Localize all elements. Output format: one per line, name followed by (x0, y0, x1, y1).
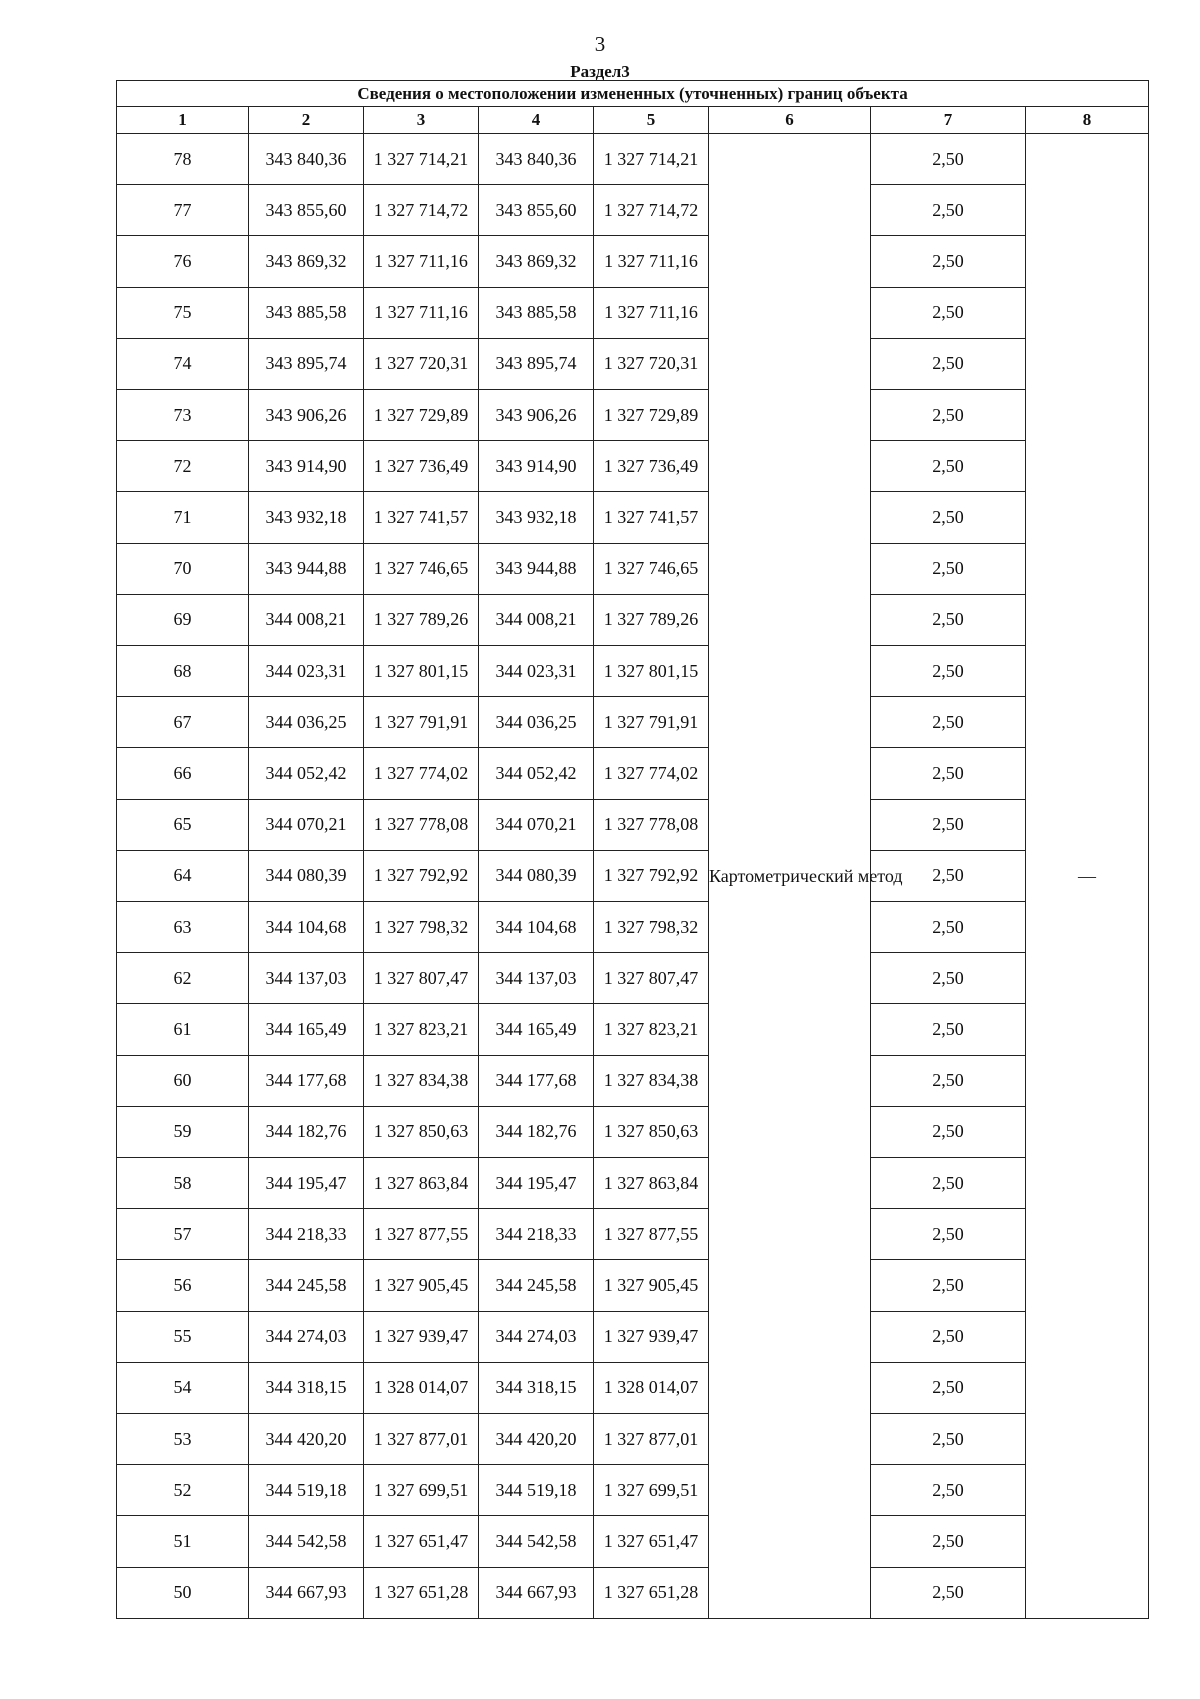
x-existing-cell: 344 036,25 (249, 697, 364, 748)
y-existing-cell: 1 327 791,91 (364, 697, 479, 748)
accuracy-cell: 2,50 (871, 799, 1026, 850)
y-existing-cell: 1 327 778,08 (364, 799, 479, 850)
y-refined-cell: 1 327 714,72 (594, 185, 709, 236)
point-number-cell: 71 (117, 492, 249, 543)
boundary-coordinates-table (116, 80, 1149, 1619)
x-refined-cell: 344 542,58 (479, 1516, 594, 1567)
y-refined-cell: 1 327 807,47 (594, 953, 709, 1004)
y-existing-cell: 1 327 798,32 (364, 902, 479, 953)
accuracy-cell: 2,50 (871, 1465, 1026, 1516)
table-caption: Сведения о местоположении измененных (уточненных) границ объекта (117, 81, 1149, 107)
x-refined-cell: 344 165,49 (479, 1004, 594, 1055)
table-row (117, 287, 1149, 338)
x-refined-cell: 344 137,03 (479, 953, 594, 1004)
point-number-cell: 73 (117, 390, 249, 441)
x-refined-cell: 344 177,68 (479, 1055, 594, 1106)
table-row (117, 1106, 1149, 1157)
x-refined-cell: 344 070,21 (479, 799, 594, 850)
table-row (117, 390, 1149, 441)
x-refined-cell: 344 274,03 (479, 1311, 594, 1362)
table-row (117, 1311, 1149, 1362)
table-row (117, 748, 1149, 799)
table-row (117, 697, 1149, 748)
column-number-row (117, 107, 1149, 134)
y-existing-cell: 1 327 720,31 (364, 338, 479, 389)
y-existing-cell: 1 327 729,89 (364, 390, 479, 441)
y-refined-cell: 1 327 736,49 (594, 441, 709, 492)
y-refined-cell: 1 327 746,65 (594, 543, 709, 594)
accuracy-cell: 2,50 (871, 1158, 1026, 1209)
y-existing-cell: 1 327 877,55 (364, 1209, 479, 1260)
y-refined-cell: 1 327 711,16 (594, 287, 709, 338)
y-refined-cell: 1 327 741,57 (594, 492, 709, 543)
x-refined-cell: 344 104,68 (479, 902, 594, 953)
accuracy-cell: 2,50 (871, 1516, 1026, 1567)
table-row (117, 902, 1149, 953)
method-cell: Картометрический метод (709, 134, 871, 1619)
accuracy-cell: 2,50 (871, 1567, 1026, 1618)
table-body (117, 134, 1149, 1619)
point-number-cell: 58 (117, 1158, 249, 1209)
x-existing-cell: 343 855,60 (249, 185, 364, 236)
section-title: Раздел3 (570, 62, 630, 81)
table-row (117, 1158, 1149, 1209)
x-existing-cell: 344 070,21 (249, 799, 364, 850)
y-existing-cell: 1 327 905,45 (364, 1260, 479, 1311)
y-refined-cell: 1 327 699,51 (594, 1465, 709, 1516)
y-refined-cell: 1 327 778,08 (594, 799, 709, 850)
table-row (117, 1567, 1149, 1618)
table-row (117, 543, 1149, 594)
table-row (117, 1004, 1149, 1055)
point-number-cell: 57 (117, 1209, 249, 1260)
point-number-cell: 74 (117, 338, 249, 389)
accuracy-cell: 2,50 (871, 492, 1026, 543)
table-row (117, 134, 1149, 185)
x-existing-cell: 343 932,18 (249, 492, 364, 543)
point-number-cell: 54 (117, 1362, 249, 1413)
accuracy-cell: 2,50 (871, 287, 1026, 338)
x-refined-cell: 344 245,58 (479, 1260, 594, 1311)
column-number: 4 (479, 107, 594, 134)
column-number: 7 (871, 107, 1026, 134)
x-refined-cell: 343 869,32 (479, 236, 594, 287)
x-existing-cell: 344 245,58 (249, 1260, 364, 1311)
y-refined-cell: 1 327 791,91 (594, 697, 709, 748)
point-number-cell: 53 (117, 1414, 249, 1465)
y-refined-cell: 1 327 792,92 (594, 850, 709, 901)
table-row (117, 338, 1149, 389)
x-existing-cell: 343 944,88 (249, 543, 364, 594)
y-existing-cell: 1 327 823,21 (364, 1004, 479, 1055)
x-refined-cell: 344 052,42 (479, 748, 594, 799)
y-refined-cell: 1 327 905,45 (594, 1260, 709, 1311)
x-existing-cell: 343 885,58 (249, 287, 364, 338)
x-existing-cell: 344 104,68 (249, 902, 364, 953)
y-refined-cell: 1 327 789,26 (594, 594, 709, 645)
y-existing-cell: 1 327 877,01 (364, 1414, 479, 1465)
point-number-cell: 78 (117, 134, 249, 185)
accuracy-cell: 2,50 (871, 185, 1026, 236)
accuracy-cell: 2,50 (871, 390, 1026, 441)
x-existing-cell: 344 165,49 (249, 1004, 364, 1055)
table-row (117, 1209, 1149, 1260)
accuracy-cell: 2,50 (871, 1414, 1026, 1465)
y-refined-cell: 1 327 720,31 (594, 338, 709, 389)
point-number-cell: 66 (117, 748, 249, 799)
accuracy-cell: 2,50 (871, 441, 1026, 492)
y-refined-cell: 1 327 939,47 (594, 1311, 709, 1362)
x-existing-cell: 344 318,15 (249, 1362, 364, 1413)
point-number-cell: 72 (117, 441, 249, 492)
y-refined-cell: 1 327 834,38 (594, 1055, 709, 1106)
y-refined-cell: 1 327 714,21 (594, 134, 709, 185)
x-refined-cell: 343 840,36 (479, 134, 594, 185)
accuracy-cell: 2,50 (871, 902, 1026, 953)
y-refined-cell: 1 327 651,47 (594, 1516, 709, 1567)
x-existing-cell: 344 195,47 (249, 1158, 364, 1209)
x-refined-cell: 344 420,20 (479, 1414, 594, 1465)
accuracy-cell: 2,50 (871, 1209, 1026, 1260)
page-number: 3 (594, 32, 606, 56)
y-refined-cell: 1 327 850,63 (594, 1106, 709, 1157)
table-row (117, 185, 1149, 236)
column-number: 8 (1026, 107, 1149, 134)
y-existing-cell: 1 327 651,47 (364, 1516, 479, 1567)
y-existing-cell: 1 327 741,57 (364, 492, 479, 543)
x-existing-cell: 344 023,31 (249, 646, 364, 697)
x-existing-cell: 344 177,68 (249, 1055, 364, 1106)
point-number-cell: 52 (117, 1465, 249, 1516)
y-existing-cell: 1 327 714,72 (364, 185, 479, 236)
x-refined-cell: 344 023,31 (479, 646, 594, 697)
y-existing-cell: 1 327 789,26 (364, 594, 479, 645)
x-refined-cell: 343 944,88 (479, 543, 594, 594)
accuracy-cell: 2,50 (871, 953, 1026, 1004)
y-existing-cell: 1 327 736,49 (364, 441, 479, 492)
y-existing-cell: 1 327 801,15 (364, 646, 479, 697)
point-number-cell: 59 (117, 1106, 249, 1157)
point-number-cell: 76 (117, 236, 249, 287)
x-existing-cell: 344 008,21 (249, 594, 364, 645)
y-existing-cell: 1 327 863,84 (364, 1158, 479, 1209)
x-existing-cell: 344 274,03 (249, 1311, 364, 1362)
x-refined-cell: 343 932,18 (479, 492, 594, 543)
x-refined-cell: 343 885,58 (479, 287, 594, 338)
x-refined-cell: 344 036,25 (479, 697, 594, 748)
accuracy-cell: 2,50 (871, 338, 1026, 389)
point-number-cell: 69 (117, 594, 249, 645)
x-existing-cell: 343 906,26 (249, 390, 364, 441)
point-number-cell: 56 (117, 1260, 249, 1311)
y-existing-cell: 1 327 774,02 (364, 748, 479, 799)
table-row (117, 441, 1149, 492)
accuracy-cell: 2,50 (871, 850, 1026, 901)
y-refined-cell: 1 327 711,16 (594, 236, 709, 287)
column-number: 2 (249, 107, 364, 134)
y-existing-cell: 1 327 792,92 (364, 850, 479, 901)
column-number: 1 (117, 107, 249, 134)
accuracy-cell: 2,50 (871, 646, 1026, 697)
x-existing-cell: 344 667,93 (249, 1567, 364, 1618)
table-row (117, 850, 1149, 901)
x-refined-cell: 344 080,39 (479, 850, 594, 901)
x-refined-cell: 344 218,33 (479, 1209, 594, 1260)
y-existing-cell: 1 327 746,65 (364, 543, 479, 594)
table-row (117, 1414, 1149, 1465)
x-existing-cell: 344 542,58 (249, 1516, 364, 1567)
x-existing-cell: 344 137,03 (249, 953, 364, 1004)
y-existing-cell: 1 327 711,16 (364, 287, 479, 338)
table-row (117, 1465, 1149, 1516)
y-refined-cell: 1 327 729,89 (594, 390, 709, 441)
point-number-cell: 65 (117, 799, 249, 850)
point-number-cell: 63 (117, 902, 249, 953)
point-number-cell: 70 (117, 543, 249, 594)
x-refined-cell: 343 906,26 (479, 390, 594, 441)
x-refined-cell: 343 895,74 (479, 338, 594, 389)
accuracy-cell: 2,50 (871, 1311, 1026, 1362)
table-row (117, 646, 1149, 697)
x-existing-cell: 343 895,74 (249, 338, 364, 389)
point-number-cell: 77 (117, 185, 249, 236)
y-existing-cell: 1 328 014,07 (364, 1362, 479, 1413)
x-refined-cell: 343 914,90 (479, 441, 594, 492)
x-existing-cell: 344 218,33 (249, 1209, 364, 1260)
accuracy-cell: 2,50 (871, 697, 1026, 748)
table-row (117, 1055, 1149, 1106)
table-row (117, 953, 1149, 1004)
point-number-cell: 64 (117, 850, 249, 901)
accuracy-cell: 2,50 (871, 1055, 1026, 1106)
point-number-cell: 55 (117, 1311, 249, 1362)
point-number-cell: 67 (117, 697, 249, 748)
y-existing-cell: 1 327 699,51 (364, 1465, 479, 1516)
x-existing-cell: 344 182,76 (249, 1106, 364, 1157)
column-number: 5 (594, 107, 709, 134)
point-number-cell: 75 (117, 287, 249, 338)
point-number-cell: 68 (117, 646, 249, 697)
table-row (117, 799, 1149, 850)
x-existing-cell: 344 080,39 (249, 850, 364, 901)
accuracy-cell: 2,50 (871, 1260, 1026, 1311)
table-row (117, 594, 1149, 645)
y-refined-cell: 1 327 651,28 (594, 1567, 709, 1618)
table-row (117, 1362, 1149, 1413)
note-cell: — (1026, 134, 1149, 1619)
x-refined-cell: 343 855,60 (479, 185, 594, 236)
y-existing-cell: 1 327 651,28 (364, 1567, 479, 1618)
point-number-cell: 51 (117, 1516, 249, 1567)
point-number-cell: 60 (117, 1055, 249, 1106)
accuracy-cell: 2,50 (871, 748, 1026, 799)
y-existing-cell: 1 327 834,38 (364, 1055, 479, 1106)
x-refined-cell: 344 182,76 (479, 1106, 594, 1157)
y-refined-cell: 1 327 877,55 (594, 1209, 709, 1260)
column-number: 6 (709, 107, 871, 134)
y-refined-cell: 1 327 863,84 (594, 1158, 709, 1209)
x-existing-cell: 343 869,32 (249, 236, 364, 287)
column-number: 3 (364, 107, 479, 134)
x-existing-cell: 343 914,90 (249, 441, 364, 492)
accuracy-cell: 2,50 (871, 1106, 1026, 1157)
table-row (117, 492, 1149, 543)
y-existing-cell: 1 327 711,16 (364, 236, 479, 287)
accuracy-cell: 2,50 (871, 594, 1026, 645)
table-row (117, 236, 1149, 287)
x-refined-cell: 344 318,15 (479, 1362, 594, 1413)
accuracy-cell: 2,50 (871, 1004, 1026, 1055)
accuracy-cell: 2,50 (871, 134, 1026, 185)
accuracy-cell: 2,50 (871, 543, 1026, 594)
x-refined-cell: 344 667,93 (479, 1567, 594, 1618)
y-refined-cell: 1 327 801,15 (594, 646, 709, 697)
y-existing-cell: 1 327 807,47 (364, 953, 479, 1004)
x-refined-cell: 344 519,18 (479, 1465, 594, 1516)
table-row (117, 1260, 1149, 1311)
x-existing-cell: 344 420,20 (249, 1414, 364, 1465)
y-refined-cell: 1 327 877,01 (594, 1414, 709, 1465)
accuracy-cell: 2,50 (871, 1362, 1026, 1413)
x-existing-cell: 344 052,42 (249, 748, 364, 799)
point-number-cell: 61 (117, 1004, 249, 1055)
x-existing-cell: 343 840,36 (249, 134, 364, 185)
accuracy-cell: 2,50 (871, 236, 1026, 287)
y-refined-cell: 1 327 823,21 (594, 1004, 709, 1055)
x-refined-cell: 344 008,21 (479, 594, 594, 645)
x-existing-cell: 344 519,18 (249, 1465, 364, 1516)
y-refined-cell: 1 327 798,32 (594, 902, 709, 953)
x-refined-cell: 344 195,47 (479, 1158, 594, 1209)
y-refined-cell: 1 327 774,02 (594, 748, 709, 799)
table-row (117, 1516, 1149, 1567)
y-existing-cell: 1 327 850,63 (364, 1106, 479, 1157)
y-existing-cell: 1 327 939,47 (364, 1311, 479, 1362)
y-refined-cell: 1 328 014,07 (594, 1362, 709, 1413)
point-number-cell: 50 (117, 1567, 249, 1618)
point-number-cell: 62 (117, 953, 249, 1004)
y-existing-cell: 1 327 714,21 (364, 134, 479, 185)
